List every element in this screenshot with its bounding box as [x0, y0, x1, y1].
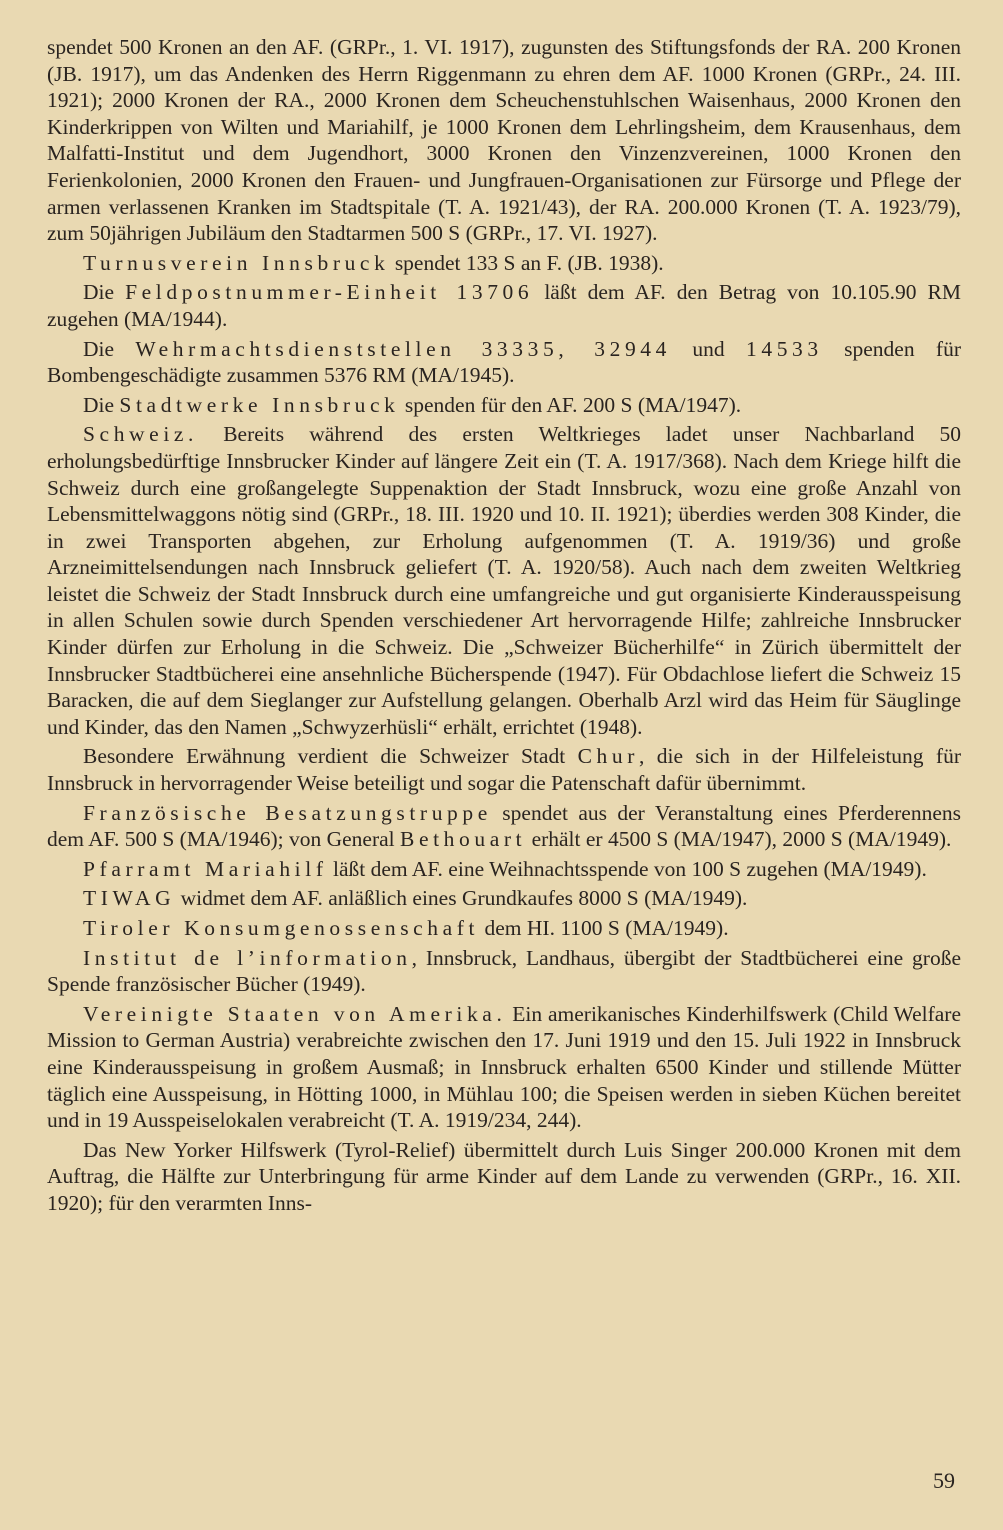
paragraph	[47, 336, 961, 389]
paragraph	[47, 421, 961, 740]
spaced-emphasis-text: Feldpostnummer-Einheit 13706	[125, 280, 534, 305]
spaced-emphasis-text: Turnusverein Innsbruck	[83, 250, 390, 275]
paragraph	[47, 1001, 961, 1134]
paragraph	[47, 1137, 961, 1217]
spaced-emphasis-text: TIWAG	[83, 886, 176, 911]
paragraph	[47, 743, 961, 796]
spaced-emphasis-text: Bethouart	[400, 827, 527, 852]
spaced-emphasis-text: Wehrmachtsdienststellen 33335, 32944	[135, 336, 672, 361]
spaced-emphasis-text: Schweiz.	[83, 422, 199, 447]
spaced-emphasis-text: 14533	[746, 336, 823, 361]
text-run: Besondere Erwähnung verdient die Schweizer Stadt	[83, 744, 578, 769]
text-run: dem HI. 1100 S (MA/1949).	[479, 916, 729, 940]
spaced-emphasis-text: Pfarramt Mariahilf	[83, 856, 328, 881]
text-run: Die	[83, 392, 120, 417]
paragraph	[47, 885, 961, 912]
spaced-emphasis-text: Chur	[577, 744, 639, 769]
text-run: und	[671, 336, 746, 361]
paragraph	[47, 945, 961, 998]
paragraph	[47, 856, 961, 883]
body-text	[47, 34, 961, 1217]
paragraph	[47, 279, 961, 332]
spaced-emphasis-text: Tiroler Konsumgenossenschaft	[83, 916, 480, 940]
text-run: , Innsbruck, Landhaus, übergibt der Stadtbücherei eine große Spende französischer Bücher (1949).	[47, 945, 961, 997]
text-run: läßt dem AF. eine Weihnachtsspende von 100 S zugehen (MA/1949).	[327, 856, 927, 881]
text-run: spendet 133 S an F. (JB. 1938).	[389, 250, 664, 275]
text-run: Bereits während des ersten Weltkrieges ladet unser Nachbarland 50 erholungsbedürftige Innsbrucker Kinder auf längere Zeit ein (T. A. 1917/368). Nach dem Kriege hilft die Schweiz durch eine großangelegte Suppenaktion der Stadt Innsbruck, wozu eine große Anzahl von Lebensmittelwaggons nötig sind (GRPr., 18. III. 1920 und 10. II. 1921); überdies werden 308 Kinder, die in zwei Transporten abgehen, zur Erholung aufgenommen (T. A. 1919/36) und große Arzneimittelsendungen nach Innsbruck geliefert (T. A. 1920/58). Auch nach dem zweiten Weltkrieg leistet die Schweiz der Stadt Innsbruck durch eine umfangreiche und gut organisierte Kinderausspeisung in allen Schulen sowie durch Spenden verschiedener Art hervorragende Hilfe; zahlreiche Innsbrucker Kinder dürfen zur Erholung in die Schweiz. Die „Schweizer Bücherhilfe“ in Zürich übermittelt der Innsbrucker Stadtbücherei eine ansehnliche Bücherspende (1947). Für Obdachlose liefert die Schweiz 15 Baracken, die auf dem Sieglanger zur Aufstellung gelangen. Oberhalb Arzl wird das Heim für Säuglinge und Kinder, das den Namen „Schwyzerhüsli“ erhält, errichtet (1948).	[47, 422, 961, 739]
text-run: spenden für den AF. 200 S (MA/1947).	[399, 392, 742, 417]
text-run: widmet dem AF. anläßlich eines Grundkaufes 8000 S (MA/1949).	[175, 886, 748, 911]
paragraph	[47, 34, 961, 247]
spaced-emphasis-text: Stadtwerke Innsbruck	[119, 392, 400, 417]
spaced-emphasis-text: Vereinigte Staaten von Amerika.	[83, 1001, 507, 1026]
paragraph	[47, 250, 961, 277]
text-run: spendet aus der Veranstaltung eines Pferderennens dem AF. 500 S (MA/1946); von General	[47, 800, 961, 852]
text-run: Ein amerikanisches Kinderhilfswerk (Child Welfare Mission to German Austria) verabreichte zwischen den 17. Juni 1919 und den 15. Juli 1922 in Innsbruck eine Kinderausspeisung in großem Ausmaß; in Innsbruck erhalten 6500 Kinder und stillende Mütter täglich eine Ausspeisung, in Hötting 1000, in Mühlau 100; die Speisen werden in sieben Küchen bereitet und in 19 Ausspeiselokalen verabreicht (T. A. 1919/234, 244).	[47, 1001, 961, 1133]
text-run: , die sich in der Hilfeleistung für Innsbruck in hervorragender Weise beteiligt und sogar die Patenschaft dafür übernimmt.	[47, 744, 961, 796]
text-run: Die	[83, 280, 126, 305]
spaced-emphasis-text: Französische Besatzungstruppe	[83, 800, 492, 825]
text-run: Die	[83, 336, 136, 361]
page-number: 59	[933, 1468, 955, 1493]
text-run: spenden für Bombengeschädigte zusammen 5376 RM (MA/1945).	[47, 336, 961, 388]
text-run: spendet 500 Kronen an den AF. (GRPr., 1. VI. 1917), zugunsten des Stiftungsfonds der RA. 200 Kronen (JB. 1917), um das Andenken des Herrn Riggenmann zu ehren dem AF. 1000 Kronen (GRPr., 24. III. 1921); 2000 Kronen der RA., 2000 Kronen dem Scheuchenstuhlschen Waisenhaus, 2000 Kronen den Kinderkrippen von Wilten und Mariahilf, je 1000 Kronen dem Lehrlingsheim, dem Krausenhaus, dem Malfatti-Institut und dem Jugendhort, 3000 Kronen den Vinzenzvereinen, 1000 Kronen den Ferienkolonien, 2000 Kronen den Frauen- und Jungfrauen-Organisationen zur Fürsorge und Pflege der armen verlassenen Kranken im Stadtspitale (T. A. 1921/43), der RA. 200.000 Kronen (T. A. 1923/79), zum 50jährigen Jubiläum den Stadtarmen 500 S (GRPr., 17. VI. 1927).	[47, 35, 961, 246]
text-run: Das New Yorker Hilfswerk (Tyrol-Relief) übermittelt durch Luis Singer 200.000 Kronen mit dem Auftrag, die Hälfte zur Unterbringung für arme Kinder auf dem Lande zu verwenden (GRPr., 16. XII. 1920); für den verarmten Inns-	[47, 1137, 961, 1215]
text-run: erhält er 4500 S (MA/1947), 2000 S (MA/1949).	[526, 827, 952, 852]
paragraph	[47, 392, 961, 419]
paragraph	[47, 915, 961, 942]
text-run: läßt dem AF. den Betrag von 10.105.90 RM zugehen (MA/1944).	[47, 280, 962, 331]
spaced-emphasis-text: Institut de l’information	[83, 945, 412, 970]
paragraph	[47, 800, 961, 853]
